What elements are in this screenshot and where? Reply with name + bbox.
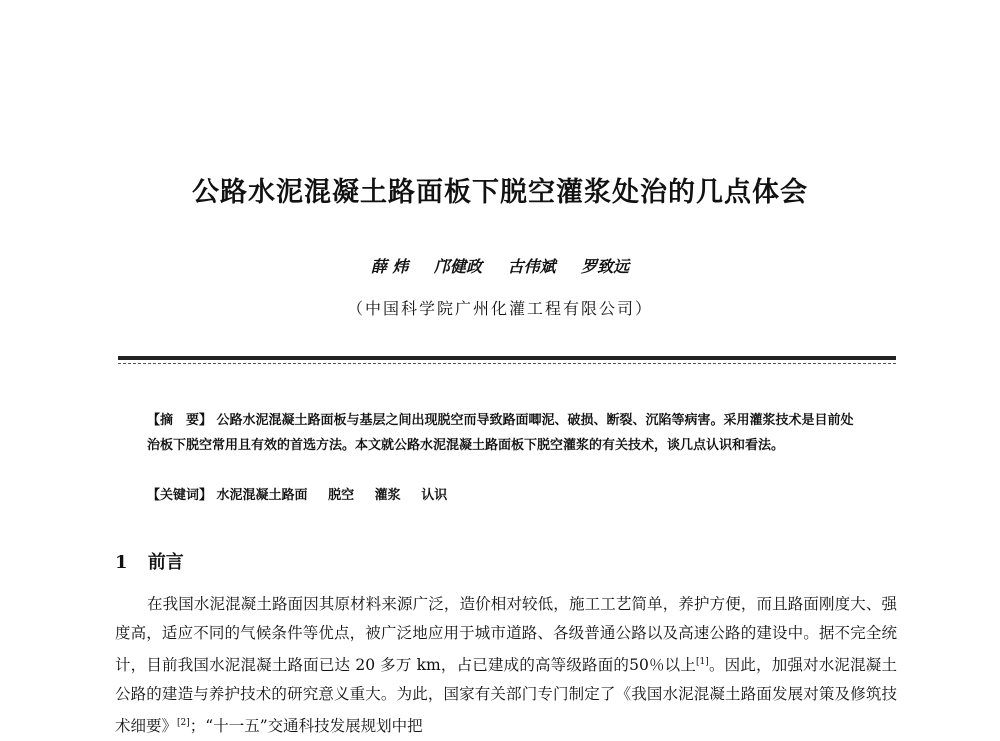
author: 薛 炜 xyxy=(370,257,409,276)
keywords xyxy=(147,484,463,503)
body-text: 。因此，加强对水泥混凝土公路的建造与养护技术的研究意义重大。为此，国家有关部门专门制定了《我国水泥混凝土路面发展对策及修筑技术细要》 xyxy=(115,656,897,736)
body-text: ；“十一五”交通科技发展规划中把 xyxy=(189,717,423,736)
abstract xyxy=(147,408,865,458)
body-paragraph xyxy=(115,590,897,741)
affiliation: （中国科学院广州化灌工程有限公司） xyxy=(346,299,653,318)
author: 邝健政 xyxy=(433,257,482,276)
author-list xyxy=(0,254,1000,277)
citation: [1] xyxy=(696,657,709,667)
keyword: 认识 xyxy=(421,488,448,503)
section-heading xyxy=(115,548,184,574)
keyword: 水泥混凝土路面 xyxy=(216,488,308,503)
abstract-tag: 【摘 要】 xyxy=(147,413,213,428)
title-divider xyxy=(118,356,896,360)
body-text: 在我国水泥混凝土路面因其原材料来源广泛，造价相对较低，施工工艺简单，养护方便，而且路面刚度大、强度高，适应不同的气候条件等优点，被广泛地应用于城市道路、各级普通公路以及高速公路的建设中。据不完全统计，目前我国水泥混凝土路面已达 20 多万 km，占已建成的高等级路面的50％以上 xyxy=(115,595,897,675)
title-divider-dashed xyxy=(118,363,896,364)
abstract-text: 公路水泥混凝土路面板与基层之间出现脱空而导致路面唧泥、破损、断裂、沉陷等病害。采用灌浆技术是目前处治板下脱空常用且有效的首选方法。本文就公路水泥混凝土路面板下脱空灌浆的有关技术，谈几点认识和看法。 xyxy=(147,413,854,453)
keyword: 灌浆 xyxy=(374,488,401,503)
author: 古伟斌 xyxy=(507,257,556,276)
citation: [2] xyxy=(177,718,190,729)
keyword: 脱空 xyxy=(328,488,355,503)
section-title: 前言 xyxy=(147,552,184,573)
section-number: 1 xyxy=(115,552,128,573)
paper-title: 公路水泥混凝土路面板下脱空灌浆处治的几点体会 xyxy=(192,177,808,208)
keywords-tag: 【关键词】 xyxy=(147,488,213,503)
author: 罗致远 xyxy=(581,257,630,276)
